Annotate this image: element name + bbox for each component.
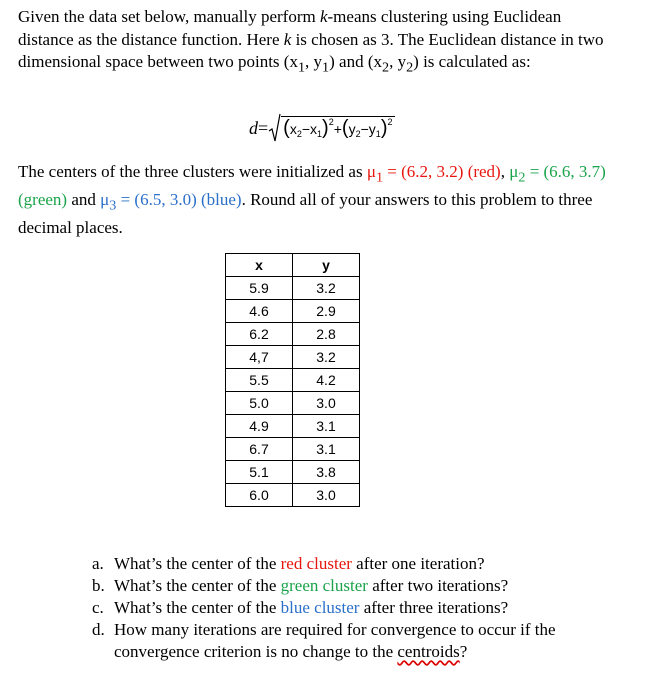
spellcheck-word: centroids <box>397 642 460 661</box>
table-row: 5.1 3.8 <box>226 461 360 484</box>
radical-sign-icon <box>268 113 281 143</box>
green-center-value: = (6.6, 3.7) (green) <box>18 162 606 209</box>
blue-center-value: = (6.5, 3.0) (blue) <box>116 189 242 209</box>
intro-paragraph: Given the data set below, manually perform k-means clustering using Euclidean distance as the distance function. Here k is chosen as 3. The Euclidean distance in two dimensional space between two points ($x_1$, $y_1$) and ($x_2$, $y_2$) is calculated as: <box>18 7 604 76</box>
column-header-y: y <box>293 254 360 277</box>
table-row: 4,7 3.2 <box>226 346 360 369</box>
red-cluster-term: red cluster <box>280 554 352 573</box>
table-row: 5.5 4.2 <box>226 369 360 392</box>
column-header-x: x <box>226 254 293 277</box>
table-row: 5.0 3.0 <box>226 392 360 415</box>
question-a: a. What’s the center of the red cluster after one iteration? <box>92 554 485 573</box>
table-row: 4.6 2.9 <box>226 300 360 323</box>
table-header-row <box>226 254 360 277</box>
question-d: d. How many iterations are required for convergence to occur if the convergence criterion is no change to the centroids? <box>92 620 556 661</box>
table-row: 5.9 3.2 <box>226 277 360 300</box>
mu1-label: $\mu_1$ <box>366 162 384 186</box>
question-list <box>92 553 592 663</box>
table-row: 4.9 3.1 <box>226 415 360 438</box>
table-row: 6.2 2.8 <box>226 323 360 346</box>
centers-paragraph: The centers of the three clusters were initialized as $\mu_1 = (6.2$, 3.2) (red), $\mu_2 = (6.6$, 3.7) (green) and $\mu_3 = (6.5$, 3.0) (blue). Round all of your answers to this problem to three decimal places. <box>18 162 606 237</box>
red-center-value: = (6.2, 3.2) (red) <box>383 162 501 181</box>
square-root <box>268 116 394 140</box>
question-c: c. What’s the center of the blue cluster after three iterations? <box>92 598 509 617</box>
data-table <box>225 253 360 507</box>
table-row: 6.7 3.1 <box>226 438 360 461</box>
blue-cluster-term: blue cluster <box>280 598 360 617</box>
mu3-label: $\mu_3$ <box>100 189 117 214</box>
radicand: $(x_2-x_1)^2+(y_2-y_1)^2$ <box>283 117 393 139</box>
green-cluster-term: green cluster <box>280 576 368 595</box>
mu2-label: $\mu_2$ <box>509 162 526 186</box>
distance-formula: d= $(x_2-x_1)^2+(y_2-y_1)^2$ <box>249 116 395 146</box>
table-row: 6.0 3.0 <box>226 484 360 507</box>
question-b: b. What’s the center of the green cluster after two iterations? <box>92 576 509 595</box>
